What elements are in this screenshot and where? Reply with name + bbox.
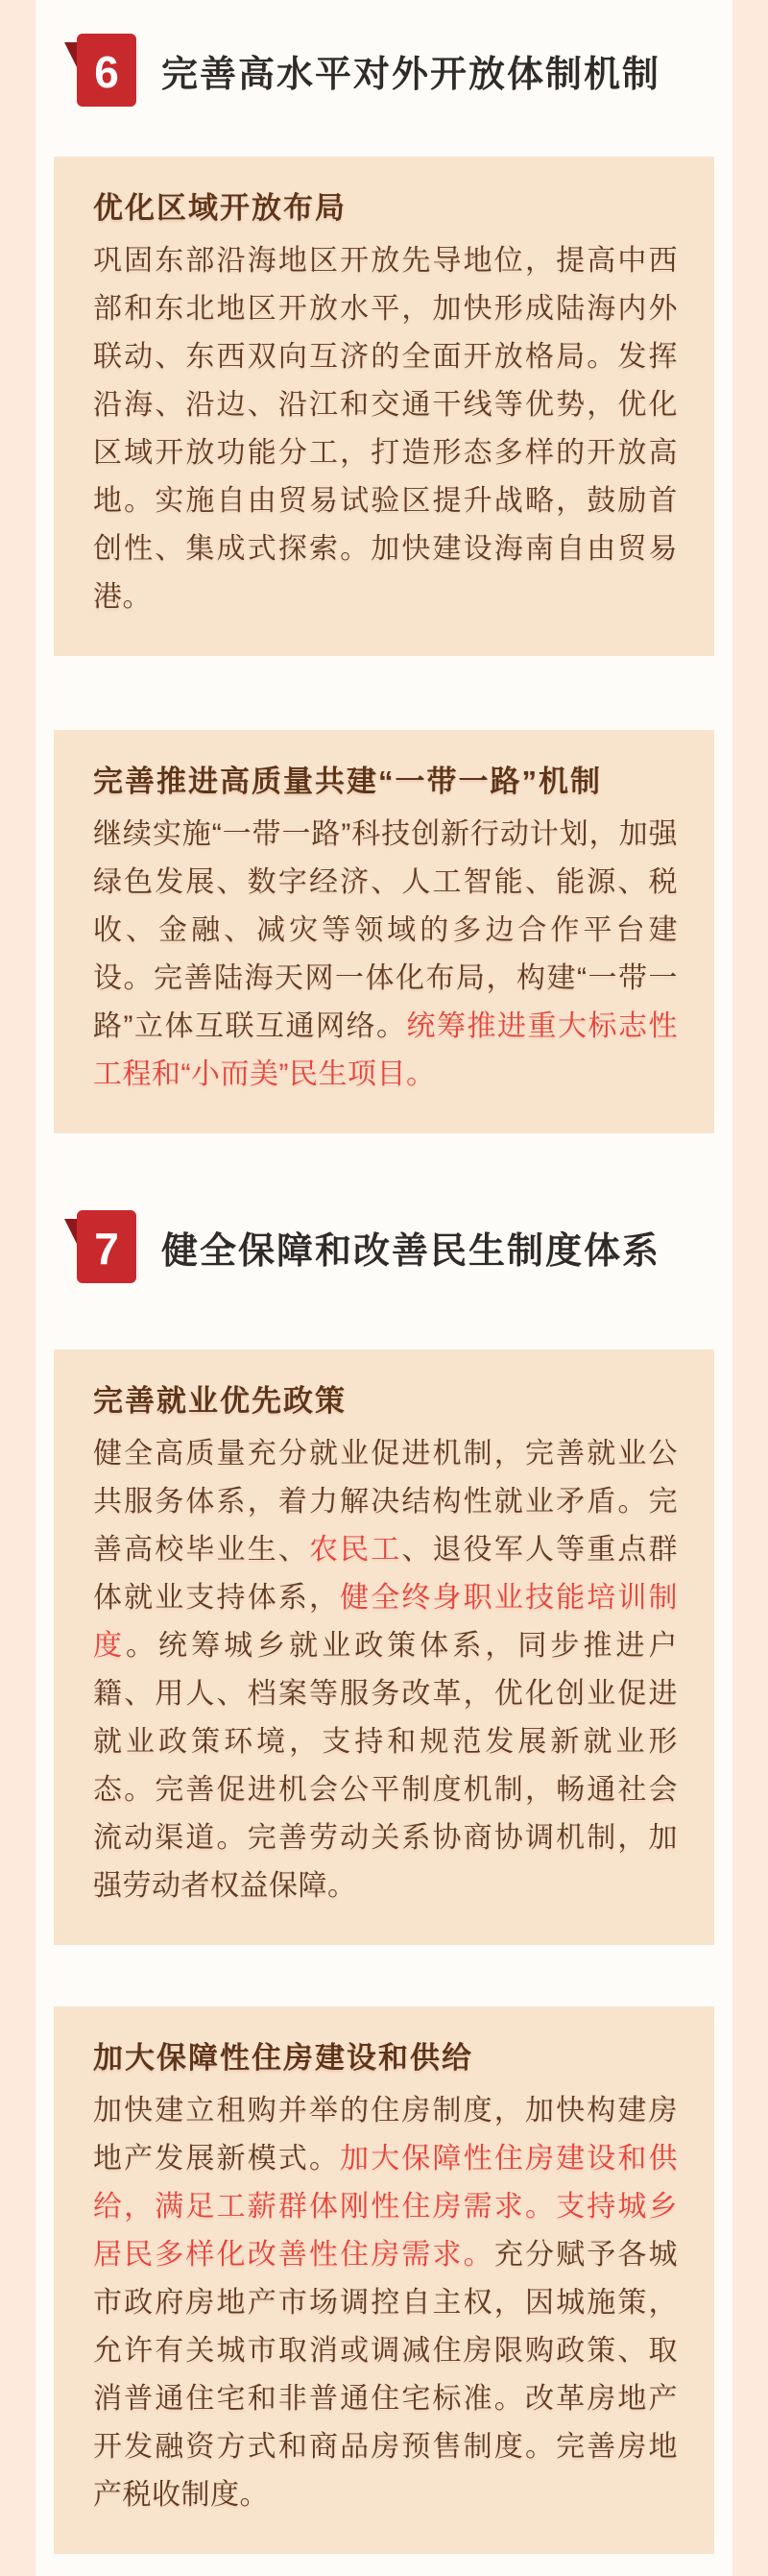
section-6 (36, 34, 732, 1133)
card-body (93, 1430, 678, 1910)
card-title: 完善推进高质量共建“一带一路”机制 (93, 765, 602, 798)
card-body (93, 2087, 678, 2519)
section-title: 完善高水平对外开放体制机制 (161, 54, 661, 95)
card-title: 加大保障性住房建设和供给 (93, 2041, 473, 2075)
body-text: 健全高质量充分就业促进机制，完善就业公共服务体系，着力解决结构性就业矛盾。完善高校毕业生、 (93, 1438, 678, 1566)
section-number-badge (77, 1210, 136, 1283)
highlighted-text: 健全终身职业技能培训制度 (93, 1582, 679, 1662)
body-text: 充分赋予各城市政府房地产市场调控自主权，因城施策，允许有关城市取消或调减住房限购政策、取消普通住宅和非普通住宅标准。改革房地产开发融资方式和商品房预售制度。完善房地产税收制度。 (93, 2239, 679, 2511)
content-card-belt-and-road (54, 730, 714, 1133)
section-title: 健全保障和改善民生制度体系 (161, 1230, 661, 1272)
content-card-employment-policy (54, 1349, 714, 1945)
section-number: 6 (94, 47, 119, 97)
highlighted-text: 农民工 (308, 1534, 402, 1566)
card-title: 优化区域开放布局 (93, 191, 347, 225)
ribbon-fold-icon (64, 1219, 77, 1244)
section-7-header (77, 1210, 732, 1283)
highlighted-text: 统筹推进重大标志性工程和“小而美”民生项目。 (93, 1010, 678, 1090)
content-card-housing-supply (54, 2006, 714, 2554)
content-panel (36, 0, 732, 2576)
section-number-badge (77, 34, 136, 107)
body-text: 加快建立租购并举的住房制度，加快构建房地产发展新模式。 (93, 2095, 678, 2175)
card-title: 完善就业优先政策 (93, 1384, 347, 1418)
body-text: 、退役军人等重点群体就业支持体系， (93, 1534, 679, 1614)
card-body (93, 237, 678, 621)
content-card-regional-opening (54, 157, 714, 656)
body-text: 继续实施“一带一路”科技创新行动计划，加强绿色发展、数字经济、人工智能、能源、税收、金融、减灾等领域的多边合作平台建设。完善陆海天网一体化布局，构建“一带一路”立体互联互通网络。 (93, 818, 678, 1042)
ribbon-fold-icon (64, 42, 77, 67)
section-number: 7 (94, 1224, 119, 1274)
body-text: 巩固东部沿海地区开放先导地位，提高中西部和东北地区开放水平，加快形成陆海内外联动、东西双向互济的全面开放格局。发挥沿海、沿边、沿江和交通干线等优势，优化区域开放功能分工，打造形态多样的开放高地。实施自由贸易试验区提升战略，鼓励首创性、集成式探索。加快建设海南自由贸易港。 (93, 245, 678, 613)
section-6-header (77, 34, 732, 107)
body-text: 。统筹城乡就业政策体系，同步推进户籍、用人、档案等服务改革，优化创业促进就业政策环境，支持和规范发展新就业形态。完善促进机会公平制度机制，畅通社会流动渠道。完善劳动关系协商协调机制，加强劳动者权益保障。 (93, 1630, 679, 1902)
highlighted-text: 加大保障性住房建设和供给，满足工薪群体刚性住房需求。支持城乡居民多样化改善性住房需求。 (93, 2143, 679, 2271)
card-body (93, 811, 678, 1099)
section-7 (36, 1210, 732, 2554)
